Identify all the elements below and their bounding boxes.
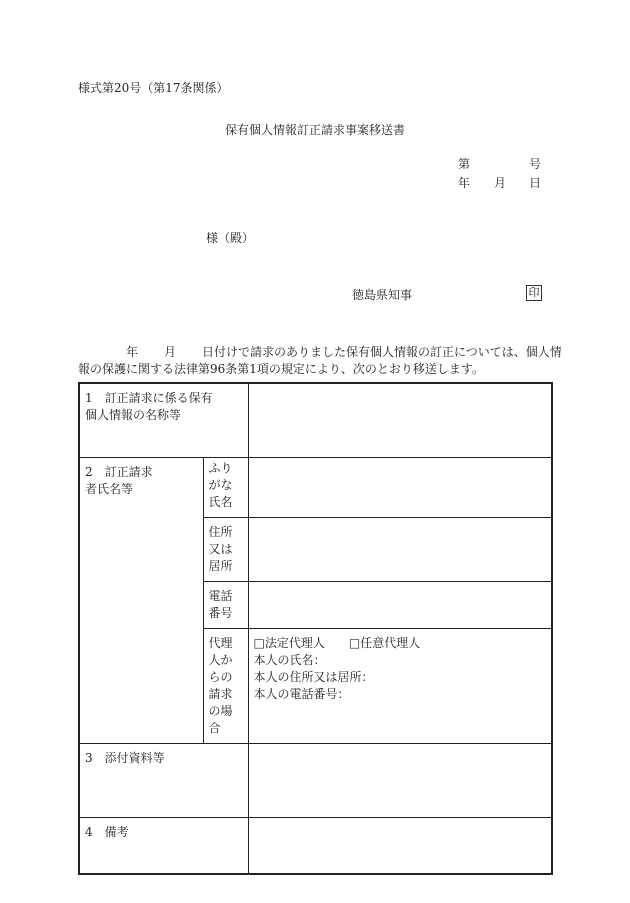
address-label bbox=[203, 517, 248, 581]
document-title: 保有個人情報訂正請求事案移送書 bbox=[224, 123, 405, 137]
table-row-attachments bbox=[79, 743, 552, 817]
proxy-label bbox=[203, 628, 248, 743]
form-number: 様式第20号（第17条関係） bbox=[78, 81, 229, 95]
address-field[interactable] bbox=[248, 517, 552, 581]
attachments-label: 3 添付資料等 bbox=[79, 743, 248, 817]
name-field[interactable] bbox=[248, 457, 552, 517]
phone-field[interactable] bbox=[248, 581, 552, 628]
address-label-line-1: 住所又は bbox=[208, 524, 233, 556]
name-label bbox=[203, 457, 248, 517]
sender-name: 徳島県知事 bbox=[352, 288, 413, 302]
body-text-rest: 日付けで請求のありました保有個人情報の訂正については、個人情 bbox=[202, 345, 562, 359]
date-year-label: 年 bbox=[458, 176, 471, 190]
phone-label: 電話番号 bbox=[203, 581, 248, 628]
requester-label-line-1: 2 訂正請求 bbox=[85, 464, 153, 479]
remarks-field[interactable] bbox=[248, 817, 552, 874]
remarks-label: 4 備考 bbox=[79, 817, 248, 874]
record-name-field[interactable] bbox=[248, 383, 552, 457]
document-number-suffix: 号 bbox=[529, 157, 542, 171]
document-number-prefix: 第 bbox=[458, 157, 471, 171]
table-row-remarks bbox=[79, 817, 552, 874]
proxy-details bbox=[248, 628, 552, 743]
proxy-label-line-2: らの請求 bbox=[208, 669, 233, 701]
requester-label bbox=[79, 457, 203, 743]
table-row-name bbox=[79, 457, 552, 517]
body-month-label: 月 bbox=[164, 345, 177, 359]
legal-representative-checkbox[interactable]: □法定代理人 bbox=[253, 635, 325, 650]
furigana-label: ふりがな bbox=[208, 460, 233, 492]
record-name-label-line-2: 個人情報の名称等 bbox=[85, 408, 182, 422]
principal-address-label: 本人の住所又は居所： bbox=[253, 669, 374, 684]
proxy-label-line-3: の場合 bbox=[208, 703, 233, 735]
seal-mark: 印 bbox=[526, 285, 542, 301]
address-label-line-2: 居所 bbox=[208, 558, 233, 573]
transfer-form-table bbox=[78, 382, 553, 875]
name-label-text: 氏名 bbox=[208, 494, 233, 509]
addressee: 様（殿） bbox=[206, 231, 255, 245]
record-name-label bbox=[79, 383, 248, 457]
date-day-label: 日 bbox=[529, 176, 542, 190]
voluntary-representative-checkbox[interactable]: □任意代理人 bbox=[348, 635, 421, 650]
requester-label-line-2: 者氏名等 bbox=[85, 481, 134, 496]
body-text-line-1 bbox=[78, 344, 562, 360]
proxy-label-line-1: 代理人か bbox=[208, 635, 233, 667]
attachments-field[interactable] bbox=[248, 743, 552, 817]
principal-name-label: 本人の氏名： bbox=[253, 652, 326, 667]
body-year-label: 年 bbox=[126, 345, 139, 359]
record-name-label-line-1: 1 訂正請求に係る保有 bbox=[85, 391, 213, 405]
table-row-record-name bbox=[79, 383, 552, 457]
principal-phone-label: 本人の電話番号： bbox=[253, 686, 350, 701]
date-month-label: 月 bbox=[494, 176, 507, 190]
body-text-line-2: 報の保護に関する法律第96条第1項の規定により、次のとおり移送します。 bbox=[78, 362, 484, 376]
